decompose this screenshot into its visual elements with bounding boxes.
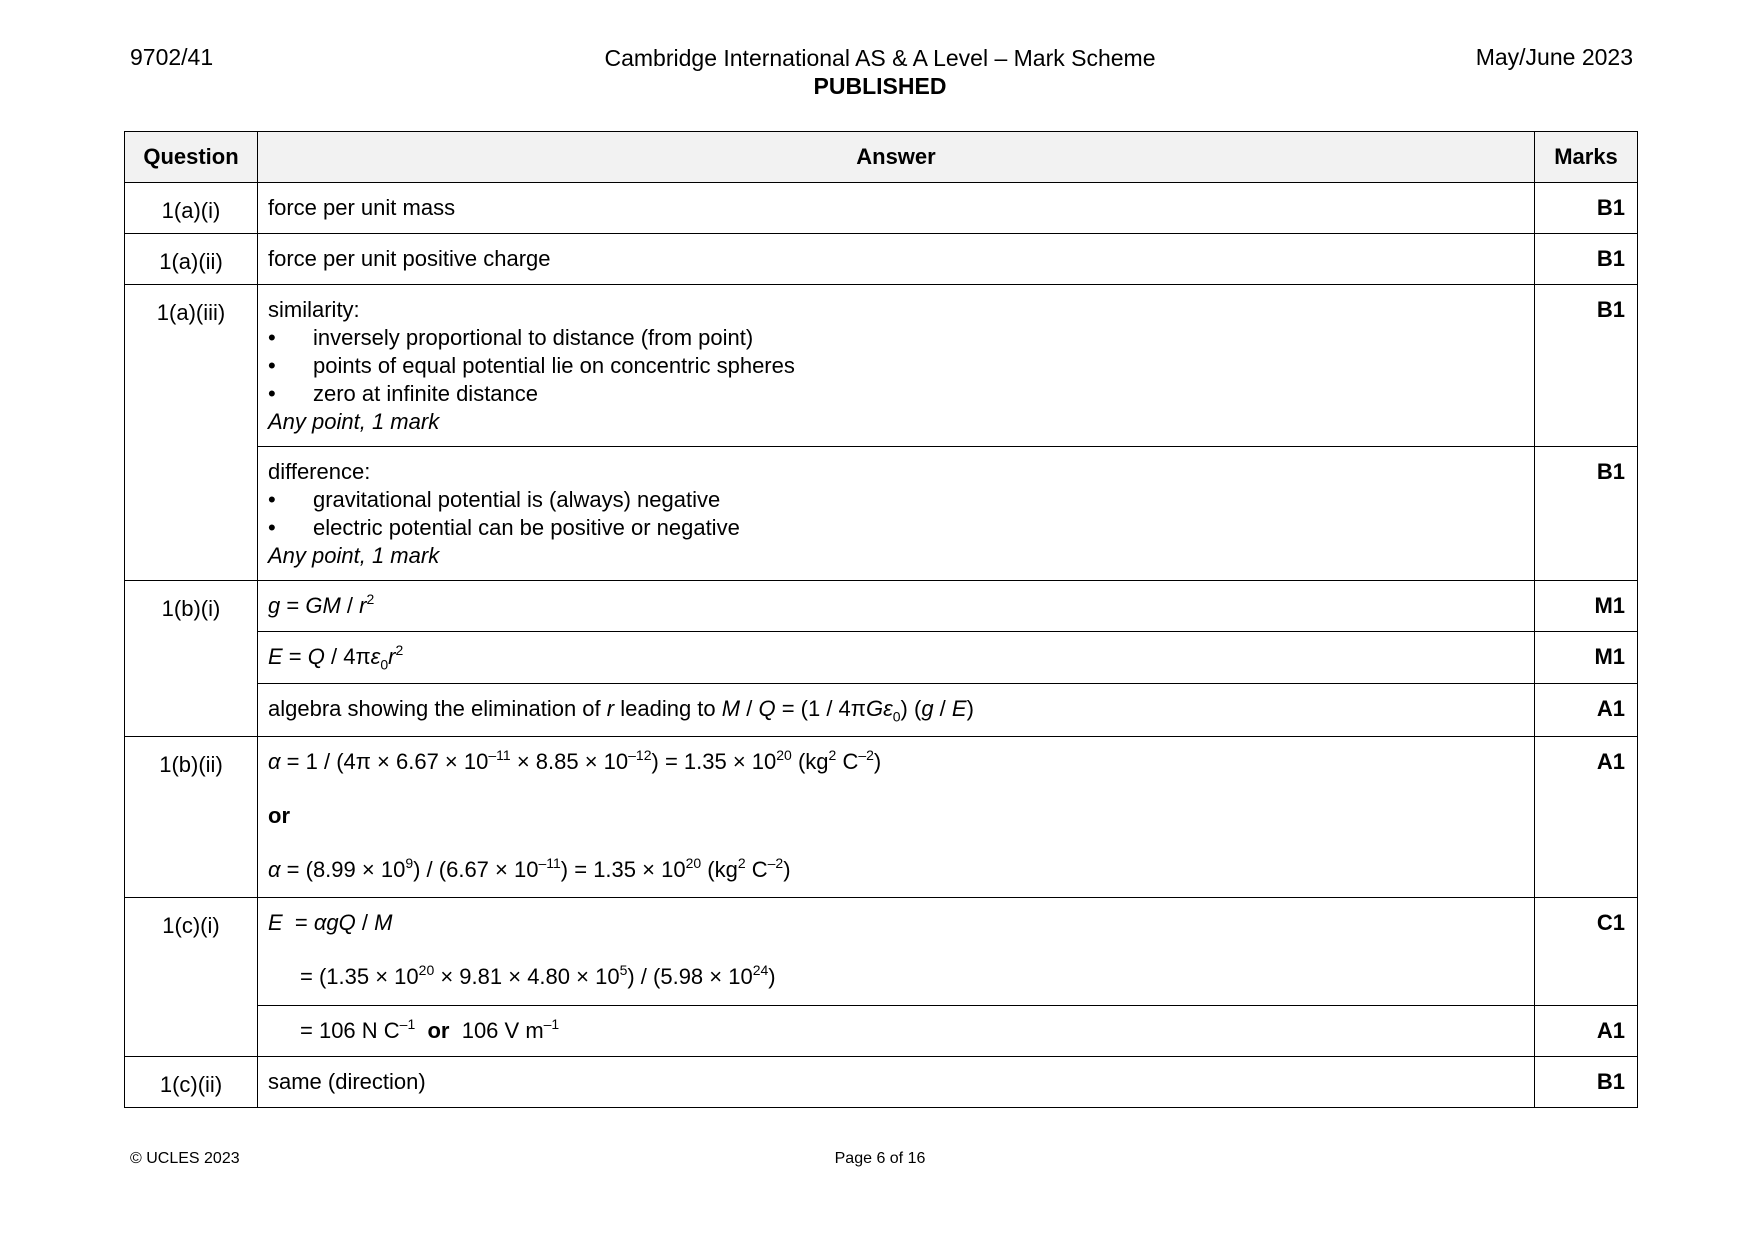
marks-cell: B1 (1535, 447, 1638, 581)
paper-code: 9702/41 (130, 44, 214, 70)
similarity-title: similarity: (268, 297, 360, 322)
table-row (125, 684, 1638, 737)
answer-cell: = 106 N $C^{-1}$ or 106 V $m^{-1}$ (258, 1006, 1535, 1057)
answer-cell: g = GM / $r^2$ (258, 581, 1535, 632)
list-item: • electric potential can be positive or negative (268, 515, 740, 540)
table-row (125, 234, 1638, 285)
copyright: © UCLES 2023 (130, 1150, 240, 1167)
mark-note: Any point, 1 mark (268, 543, 440, 568)
answer-cell: force per unit positive charge (258, 234, 1535, 285)
table-row (125, 632, 1638, 684)
table-header-row (125, 132, 1638, 183)
answer-cell: force per unit mass (258, 183, 1535, 234)
answer-header: Answer (258, 132, 1535, 183)
page-number: Page 6 of 16 (834, 1150, 926, 1167)
question-cell: 1(b)(ii) (125, 737, 258, 898)
answer-cell (258, 447, 1535, 581)
marks-cell: A1 (1535, 684, 1638, 737)
table-row (125, 898, 1638, 1006)
question-cell: 1(a)(ii) (125, 234, 258, 285)
mark-note: Any point, 1 mark (268, 409, 440, 434)
answer-cell: E = αgQ / M = $(1.35 \times 10^{20} \times 9.81 \times 4.80 \times 10^5) / (5.98 \times 10^{24})$ (258, 898, 1535, 1006)
question-cell: 1(b)(i) (125, 581, 258, 737)
or-label: or (268, 803, 290, 828)
answer-cell: same (direction) (258, 1057, 1535, 1108)
marks-header: Marks (1535, 132, 1638, 183)
list-item: • inversely proportional to distance (from point) (268, 325, 754, 350)
mark-scheme-table (124, 131, 1638, 1108)
answer-cell: $E = Q / 4\pi\varepsilon_0r^2$ (258, 632, 1535, 684)
list-item: • points of equal potential lie on concentric spheres (268, 353, 795, 378)
table-row (125, 1057, 1638, 1108)
table-row (125, 285, 1638, 447)
question-cell: 1(a)(iii) (125, 285, 258, 581)
table-row (125, 581, 1638, 632)
table-row (125, 447, 1638, 581)
marks-cell: B1 (1535, 183, 1638, 234)
list-item: • gravitational potential is (always) negative (268, 487, 721, 512)
marks-cell: C1 (1535, 898, 1638, 1006)
exam-session: May/June 2023 (1475, 44, 1633, 70)
answer-cell: $\alpha = 1 / (4\pi \times 6.67 \times 10^{-11} \times 8.85 \times 10^{-12}) = 1.35 \times 10^{20}$ ($kg^2$ $C^{-2}$) or $\alpha = (8.99 \times 10^9) / (6.67 \times 10^{-11}) = 1.35 \times 10^{20}$ ($kg^2$ $C^{-2}$) (258, 737, 1535, 898)
question-header: Question (125, 132, 258, 183)
table-row (125, 737, 1638, 898)
marks-cell: B1 (1535, 285, 1638, 447)
question-cell: 1(a)(i) (125, 183, 258, 234)
difference-title: difference: (268, 459, 371, 484)
table-row (125, 1006, 1638, 1057)
marks-cell: A1 (1535, 1006, 1638, 1057)
question-cell: 1(c)(i) (125, 898, 258, 1057)
answer-cell: algebra showing the elimination of r leading to M / Q = (1 / 4πGε$_0$) (g / E) (258, 684, 1535, 737)
answer-cell (258, 285, 1535, 447)
published-label: PUBLISHED (813, 73, 947, 99)
table-row (125, 183, 1638, 234)
marks-cell: M1 (1535, 581, 1638, 632)
marks-cell: A1 (1535, 737, 1638, 898)
list-item: • zero at infinite distance (268, 381, 539, 406)
question-cell: 1(c)(ii) (125, 1057, 258, 1108)
document-title: Cambridge International AS & A Level – Mark Scheme (604, 45, 1156, 71)
marks-cell: B1 (1535, 1057, 1638, 1108)
marks-cell: B1 (1535, 234, 1638, 285)
marks-cell: M1 (1535, 632, 1638, 684)
